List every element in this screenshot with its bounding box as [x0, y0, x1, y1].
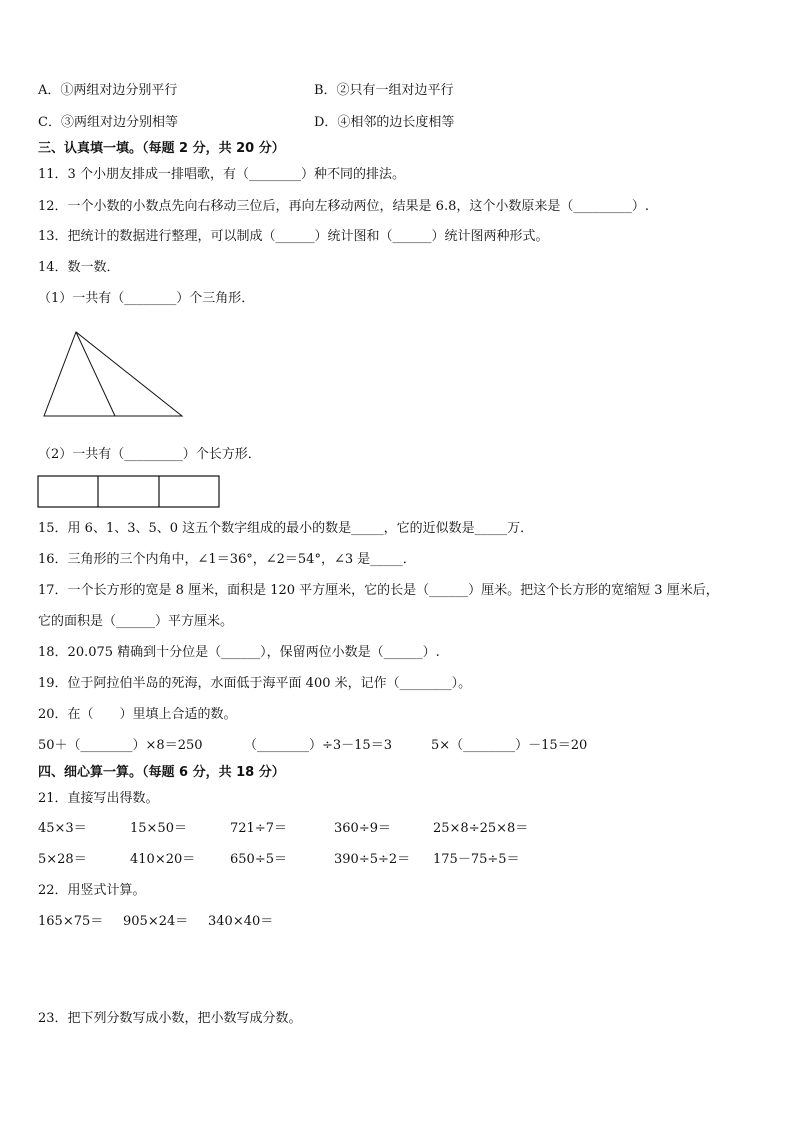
q21-r1-c3: 721÷7＝	[230, 821, 287, 836]
question-17-line1: 17．一个长方形的宽是 8 厘米，面积是 120 平方厘米，它的长是（______）厘米。把这个长方形的宽缩短 3 厘米后，	[38, 583, 719, 598]
option-d: D．④相邻的边长度相等	[314, 115, 455, 130]
q21-r1-c5: 25×8÷25×8＝	[433, 821, 529, 836]
q20-item-3: 5×（________）－15＝20	[431, 738, 588, 753]
question-14: 14．数一数．	[38, 260, 120, 275]
q22-item-2: 905×24＝	[123, 914, 189, 929]
question-12: 12．一个小数的小数点先向右移动三位后，再向左移动两位，结果是 6.8，这个小数原来是（_________）.	[38, 199, 649, 214]
inner-segment	[76, 332, 115, 416]
question-17-line2: 它的面积是（______）平方厘米。	[38, 614, 234, 629]
q22-item-3: 340×40＝	[208, 914, 274, 929]
q21-r2-c1: 5×28＝	[38, 852, 87, 867]
question-21: 21．直接写出得数。	[38, 791, 159, 806]
section4-title: 四、细心算一算。（每题 6 分，共 18 分）	[38, 765, 285, 780]
question-14-part2: （2）一共有（_________）个长方形．	[38, 447, 261, 462]
question-22: 22．用竖式计算。	[38, 883, 146, 898]
option-a: A．①两组对边分别平行	[38, 83, 178, 98]
option-b: B．②只有一组对边平行	[314, 83, 454, 98]
section3-title: 三、认真填一填。（每题 2 分，共 20 分）	[38, 141, 285, 156]
q20-item-1: 50＋（________）×8＝250	[38, 738, 203, 753]
q21-r2-c3: 650÷5＝	[230, 852, 287, 867]
rectangles-figure	[37, 475, 221, 509]
question-13: 13．把统计的数据进行整理，可以制成（______）统计图和（______）统计图两种形式。	[38, 229, 549, 244]
q21-r2-c2: 410×20＝	[130, 852, 196, 867]
outer-triangle	[44, 332, 182, 416]
question-11: 11．3 个小朋友排成一排唱歌，有（________）种不同的排法。	[38, 167, 405, 182]
q21-r1-c4: 360÷9＝	[334, 821, 391, 836]
q21-r1-c2: 15×50＝	[130, 821, 187, 836]
q21-r2-c4: 390÷5÷2＝	[334, 852, 411, 867]
question-15: 15．用 6、1、3、5、0 这五个数字组成的最小的数是_____，它的近似数是_____万．	[38, 521, 534, 536]
triangle-figure	[40, 328, 188, 420]
question-23: 23．把下列分数写成小数，把小数写成分数。	[38, 1011, 302, 1026]
question-16: 16．三角形的三个内角中，∠1＝36°，∠2＝54°，∠3 是_____．	[38, 552, 416, 567]
q21-r2-c5: 175－75÷5＝	[433, 852, 520, 867]
outer-rectangle	[38, 476, 219, 507]
q22-item-1: 165×75＝	[38, 914, 104, 929]
q21-r1-c1: 45×3＝	[38, 821, 87, 836]
option-c: C．③两组对边分别相等	[38, 115, 178, 130]
question-19: 19．位于阿拉伯半岛的死海，水面低于海平面 400 米，记作（________）。	[38, 676, 472, 691]
question-14-part1: （1）一共有（________）个三角形．	[38, 291, 255, 306]
question-20: 20．在（ ）里填上合适的数。	[38, 707, 237, 722]
q20-item-2: （________）÷3－15＝3	[244, 738, 392, 753]
question-18: 18．20.075 精确到十分位是（______），保留两位小数是（______）.	[38, 645, 440, 660]
